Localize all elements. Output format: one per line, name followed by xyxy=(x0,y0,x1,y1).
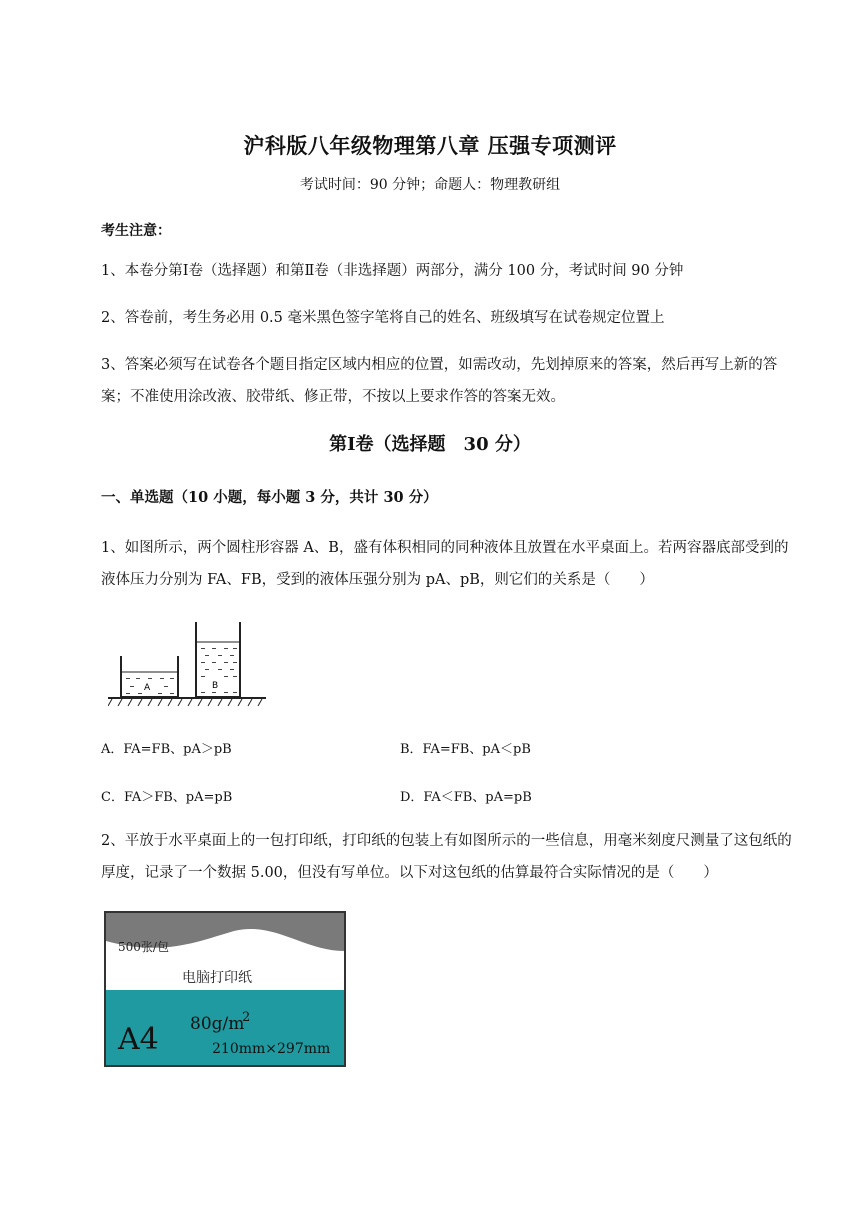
container-figure xyxy=(108,618,268,710)
notice-item-3: 3、答案必须写在试卷各个题目指定区域内相应的位置，如需改动，先划掉原来的答案，然后再写上新的答案；不准使用涂改液、胶带纸、修正带，不按以上要求作答的答案无效。 xyxy=(101,357,778,405)
package-dimensions: 210mm×297mm xyxy=(212,1041,331,1057)
package-count: 500张/包 xyxy=(118,940,169,954)
container-label-b: B xyxy=(212,681,219,691)
option-b[interactable]: B．FA=FB、pA＜pB xyxy=(400,742,531,757)
package-weight-exponent: 2 xyxy=(242,1010,251,1025)
page-title: 沪科版八年级物理第八章 压强专项测评 xyxy=(243,133,617,158)
section-title: 第Ⅰ卷（选择题 30 分） xyxy=(329,434,531,455)
package-name: 电脑打印纸 xyxy=(182,970,252,986)
question-1-text: 1、如图所示，两个圆柱形容器 A、B，盛有体积相同的同种液体且放置在水平桌面上。若两容器底部受到的液体压力分别为 FA、FB，受到的液体压强分别为 pA、pB，则它们的关系是（ ） xyxy=(101,540,789,588)
question-2-text: 2、平放于水平桌面上的一包打印纸，打印纸的包装上有如图所示的一些信息，用毫米刻度尺测量了这包纸的厚度，记录了一个数据 5.00，但没有写单位。以下对这包纸的估算最符合实际情况的是（ ） xyxy=(101,833,792,881)
paper-package-figure xyxy=(104,911,346,1067)
section-subtitle: 一、单选题（10 小题，每小题 3 分，共计 30 分） xyxy=(101,489,438,506)
option-c[interactable]: C．FA＞FB、pA=pB xyxy=(101,790,233,805)
container-label-a: A xyxy=(144,683,151,693)
package-weight: 80g/m xyxy=(190,1014,245,1034)
option-a[interactable]: A．FA=FB、pA＞pB xyxy=(101,742,232,757)
package-size: A4 xyxy=(118,1022,159,1057)
exam-info: 考试时间：90 分钟；命题人：物理教研组 xyxy=(299,177,561,193)
notice-item-1: 1、本卷分第Ⅰ卷（选择题）和第Ⅱ卷（非选择题）两部分，满分 100 分，考试时间 90 分钟 xyxy=(101,263,684,279)
notice-heading: 考生注意： xyxy=(101,223,171,239)
notice-item-2: 2、答卷前，考生务必用 0.5 毫米黑色签字笔将自己的姓名、班级填写在试卷规定位置上 xyxy=(101,310,665,326)
option-d[interactable]: D．FA＜FB、pA=pB xyxy=(400,790,532,805)
